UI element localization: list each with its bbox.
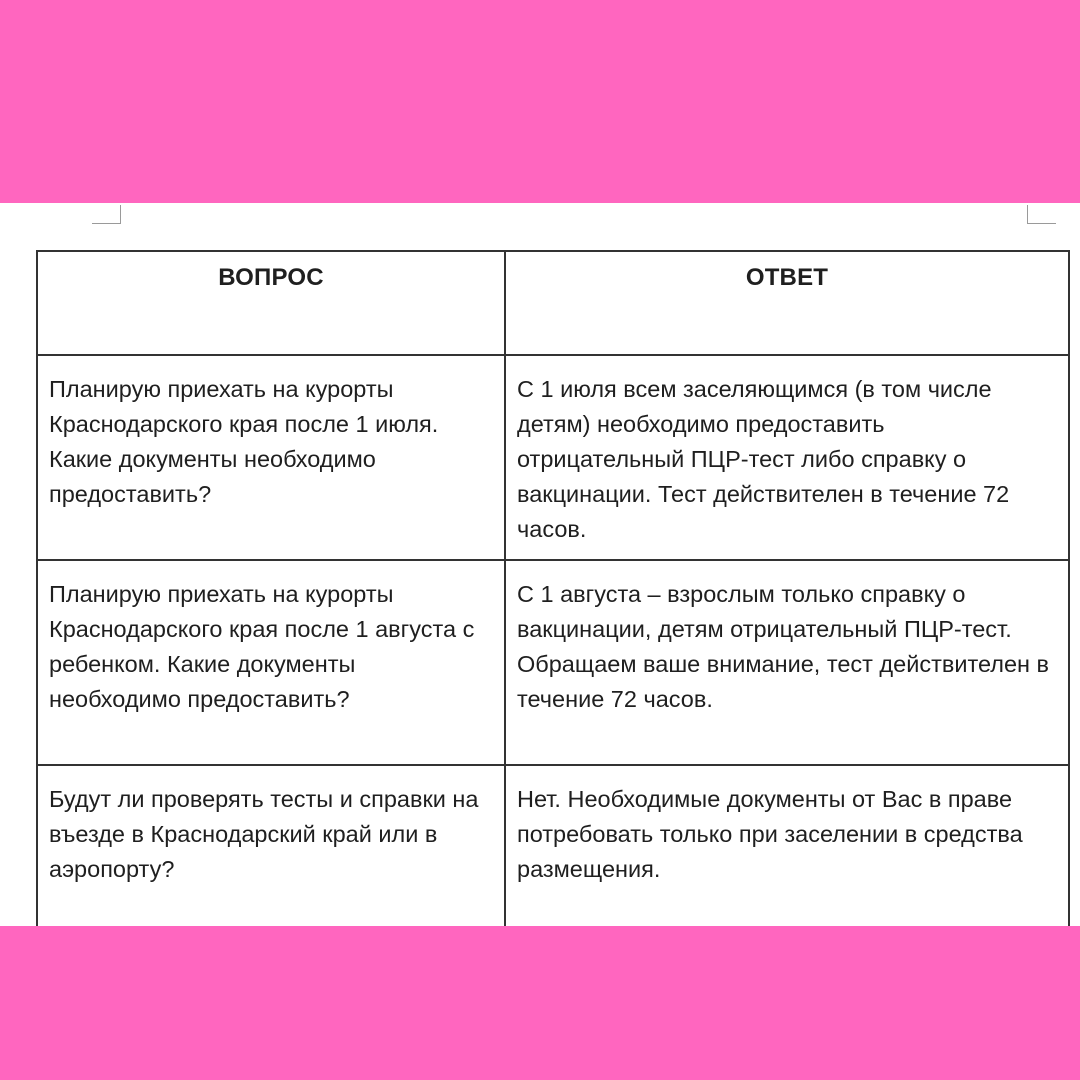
faq-table: [36, 250, 1070, 926]
document-page: [0, 203, 1080, 926]
answer-cell: Нет. Необходимые документы от Вас в праве потребовать только при заселении в средства размещения.: [505, 765, 1069, 926]
table-header-row: [37, 251, 1069, 355]
question-cell: Планирую приехать на курорты Краснодарского края после 1 июля. Какие документы необходимо предоставить?: [37, 355, 505, 560]
table-row: [37, 560, 1069, 765]
answer-cell: С 1 августа – взрослым только справку о вакцинации, детям отрицательный ПЦР-тест. Обращаем ваше внимание, тест действителен в течение 72 часов.: [505, 560, 1069, 765]
question-cell: Будут ли проверять тесты и справки на въезде в Краснодарский край или в аэропорту?: [37, 765, 505, 926]
question-cell: Планирую приехать на курорты Краснодарского края после 1 августа с ребенком. Какие документы необходимо предоставить?: [37, 560, 505, 765]
table-row: [37, 355, 1069, 560]
header-answer: ОТВЕТ: [505, 251, 1069, 355]
margin-corner-mark-left: [92, 205, 121, 224]
header-question: ВОПРОС: [37, 251, 505, 355]
bottom-pink-band: [0, 926, 1080, 1080]
top-pink-band: [0, 0, 1080, 203]
margin-corner-mark-right: [1027, 205, 1056, 224]
table-row: [37, 765, 1069, 926]
answer-cell: С 1 июля всем заселяющимся (в том числе детям) необходимо предоставить отрицательный ПЦР-тест либо справку о вакцинации. Тест действителен в течение 72 часов.: [505, 355, 1069, 560]
